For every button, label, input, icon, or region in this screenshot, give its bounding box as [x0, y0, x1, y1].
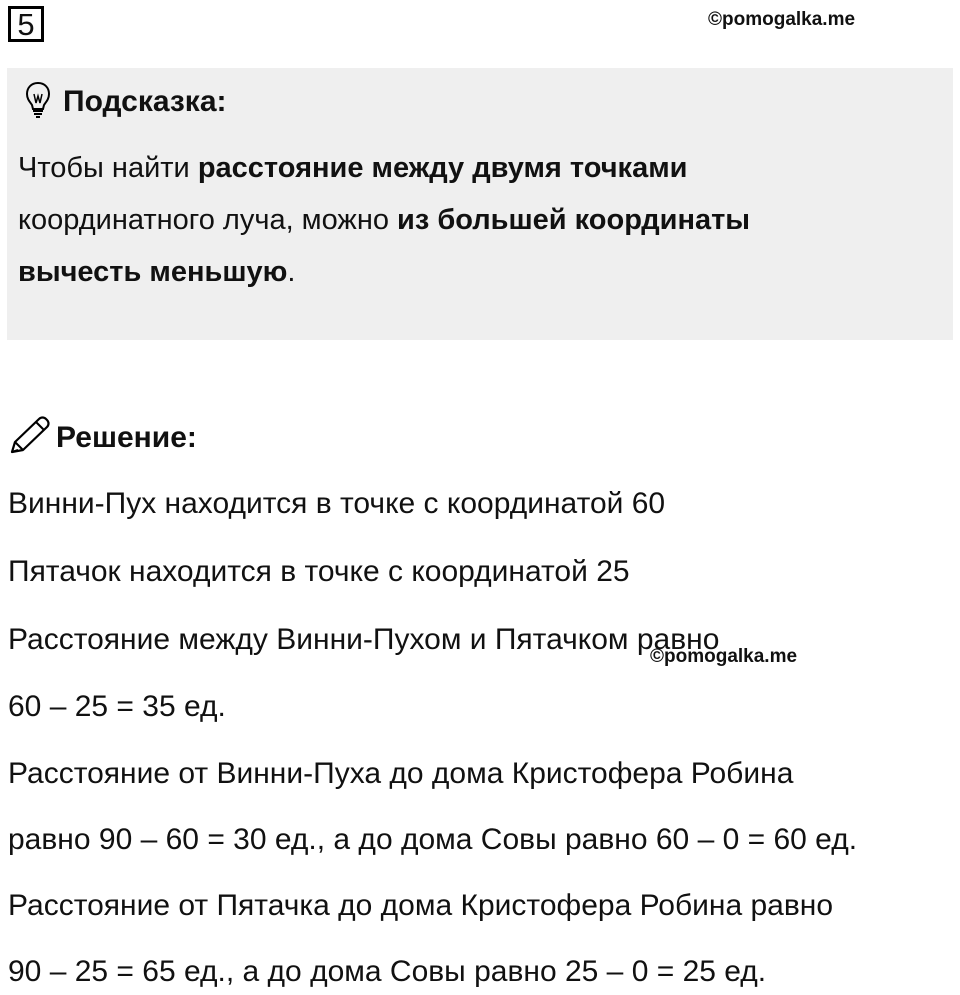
solution-title-label: Решение: — [56, 421, 197, 454]
solution-title — [8, 416, 197, 460]
solution-line-1: Винни-Пух находится в точке с координатой 60 — [8, 487, 666, 520]
hint-text-bold-1: расстояние между двумя точками — [197, 152, 688, 184]
solution-line-4: 60 – 25 = 35 ед. — [8, 690, 226, 723]
solution-line-2: Пятачок находится в точке с координатой 25 — [8, 555, 630, 588]
solution-line-3: Расстояние между Винни-Пухом и Пятачком равно — [8, 623, 720, 656]
pencil-icon — [8, 416, 50, 461]
solution-line-6: равно 90 – 60 = 30 ед., а до дома Совы равно 60 – 0 = 60 ед. — [8, 823, 858, 856]
solution-line-7: Расстояние от Пятачка до дома Кристофера Робина равно — [8, 889, 834, 922]
solution-line-5: Расстояние от Винни-Пуха до дома Кристофера Робина — [8, 757, 794, 790]
watermark-mid: ©pomogalka.me — [650, 646, 798, 667]
hint-title-label: Подсказка: — [63, 85, 227, 118]
hint-text-end: . — [287, 256, 296, 288]
hint-text — [18, 142, 938, 298]
lightbulb-icon — [25, 81, 51, 124]
hint-text-bold-2: из большей координаты — [397, 204, 751, 236]
hint-box — [7, 68, 953, 340]
hint-text-bold-3: вычесть меньшую — [18, 256, 288, 288]
hint-text-plain-1: Чтобы найти — [18, 152, 198, 184]
hint-title — [25, 82, 227, 122]
watermark-top: ©pomogalka.me — [708, 9, 856, 30]
solution-line-8: 90 – 25 = 65 ед., а до дома Совы равно 25 – 0 = 25 ед. — [8, 955, 767, 988]
hint-text-plain-2: координатного луча, можно — [18, 204, 398, 236]
task-number: 5 — [8, 6, 44, 42]
